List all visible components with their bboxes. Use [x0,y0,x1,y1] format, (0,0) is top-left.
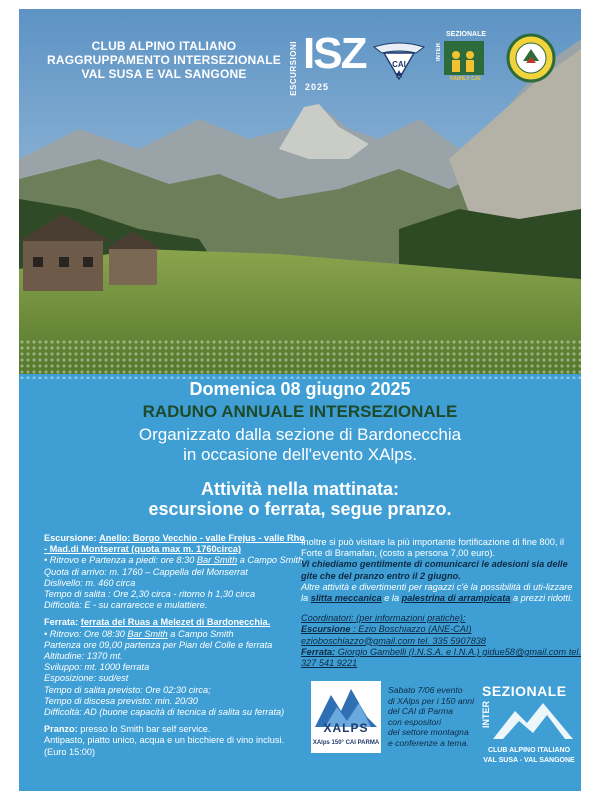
family-cai-logo [436,31,490,85]
escursione-label: Escursione: [44,533,97,543]
escursione-tempo: Tempo di salita : Ore 2,30 circa - ritorno h 1,30 circa [44,589,256,600]
coordinators-heading: Coordinatori: (per informazioni pratiche): [301,613,466,624]
activity-heading [19,479,581,519]
escursione-ritrovo-b: a Campo Smith [237,555,304,566]
ferrata-title: ferrata del Ruas a Melezet di Bardonecchia. [80,617,271,628]
family-logo-vertical: INTER [436,43,442,61]
halftone-band [19,339,581,379]
club-header [39,39,289,81]
slitta-link[interactable]: slitta meccanica [310,593,382,604]
escursione-bar-link[interactable]: Bar Smith [196,555,238,566]
club-line-1: CLUB ALPINO ITALIANO [91,39,237,53]
right-column [301,537,581,669]
xalps-note-line-2: di XAlps per i 150 anni [388,695,474,706]
pranzo-label: Pranzo: [44,724,78,735]
altre-attivita-b: e la [381,593,402,604]
escursione-difficolta: Difficoltà: E - su carrarecce e mulattiere. [44,600,208,611]
sezionale-vertical: INTER [481,701,491,728]
escursione-quota: Quota di arrivo: m. 1760 – Cappella del Monserrat [44,566,248,577]
isz-mark: ISZ [303,29,366,78]
sezionale-club: CLUB ALPINO ITALIANO [487,747,571,754]
adesioni-paragraph: Vi chiediamo gentilmente di comunicarci le adesioni sia delle gite che del pranzo entro il 2 giugno. [301,559,568,581]
ferrata-altitudine: Altitudine: 1370 mt. [44,651,123,662]
poster [19,9,581,791]
sezionale-word: SEZIONALE [482,683,567,699]
sezionale-valley: VAL SUSA - VAL SANGONE [483,757,575,764]
escursione-title: Anello: Borgo Vecchio - valle Frejus - valle Rho - Mad.di Montserrat (quota max m. 1760circa) [44,533,305,555]
altre-attivita-c: a prezzi ridotti. [510,593,573,604]
ferrata-esposizione: Esposizione: sud/est [44,673,129,684]
xalps-note-line-4: con espositori [388,716,442,727]
ferrata-partenza: Partenza ore 09,00 partenza per Pian del Colle e ferrata [44,639,273,650]
xalps-logo [311,681,381,753]
ferrata-bar-link[interactable]: Bar Smith [127,628,168,639]
pranzo-price: (Euro 15:00) [44,746,96,757]
pranzo-menu: Antipasto, piatto unico, acqua e un bicchiere di vino inclusi. [44,735,285,746]
family-logo-sub: FAMILY CAI [450,76,481,82]
pranzo-text: presso lo Smith bar self service. [77,724,211,735]
isz-year: 2025 [305,82,330,92]
organizer-text [19,425,581,465]
escursione-ritrovo-a: • Ritrovo e Partenza a piedi: ore 8:30 [44,555,197,566]
ferrata-salita: Tempo di salita previsto: Ore 02:30 circa; [44,684,211,695]
sezionale-mountains-icon [493,701,573,741]
altre-attivita-a: Altre attività e divertimenti per ragazzi c'è la possibilità di uti-lizzare la [301,581,573,604]
xalps-note-line-3: del CAI di Parma [388,706,453,716]
xalps-logo-sub: XAlps 150° CAI PARMA [312,740,380,746]
xalps-note-line-1: Sabato 7/06 evento [388,685,463,695]
ferrata-ritrovo-a: • Ritrovo: Ore 08:30 [44,628,128,639]
ferrata-label: Ferrata: [44,617,79,628]
family-logo-title: SEZIONALE [446,31,487,38]
club-seal-icon [506,33,556,83]
intersezionale-logo [479,679,579,789]
coord-ferrata-label: Ferrata: [301,646,336,657]
xalps-logo-text: XALPS [323,721,369,735]
forte-paragraph: Inoltre si può visitare la più importante fortificazione di fine 800, il Forte di Bramafan, (costo a persona 7,00 euro). [301,537,565,559]
ferrata-ritrovo-b: a Campo Smith [167,628,234,639]
coord-escursione-text: : Ezio Boschiazzo (ANE-CAI) ezioboschiazzo@gmail.com tel. 335 5907838 [301,624,487,646]
organizer-line-2: in occasione dell'evento XAlps. [183,445,417,464]
xalps-note-line-5: del settore montagna [388,727,469,737]
xalps-note-line-6: e conferenze a tema. [388,737,469,748]
event-date: Domenica 08 giugno 2025 [189,379,411,399]
ferrata-sviluppo: Sviluppo: mt. 1000 ferrata [44,662,150,673]
club-line-3: VAL SUSA E VAL SANGONE [81,67,247,81]
activity-line-1: Attività nella mattinata: [200,479,400,499]
cai-emblem-text: CAI [392,60,406,69]
organizer-line-1: Organizzato dalla sezione di Bardonecchia [138,425,462,444]
coord-ferrata-text: Giorgio Gambelli (I.N.S.A. e I.N.A.) gidue58@gmail.com tel. 327 541 9221 [301,646,581,669]
palestrina-link[interactable]: palestrina di arrampicata [401,593,511,604]
event-title: RADUNO ANNUALE INTERSEZIONALE [142,402,458,421]
escursione-dislivello: Dislivello: m. 460 circa [44,577,136,588]
club-line-2: RAGGRUPPAMENTO INTERSEZIONALE [46,53,282,67]
ferrata-discesa: Tempo di discesa previsto: min. 20/30 [44,695,198,706]
cai-emblem-icon [372,37,426,81]
coord-escursione-label: Escursione [301,624,351,635]
left-column [44,533,309,758]
ferrata-difficolta: Difficoltà: AD (buone capacità di tecnica di salita su ferrata) [44,707,285,718]
activity-line-2: escursione o ferrata, segue pranzo. [148,499,452,519]
isz-vertical-text: ESCURSIONI [289,41,298,96]
